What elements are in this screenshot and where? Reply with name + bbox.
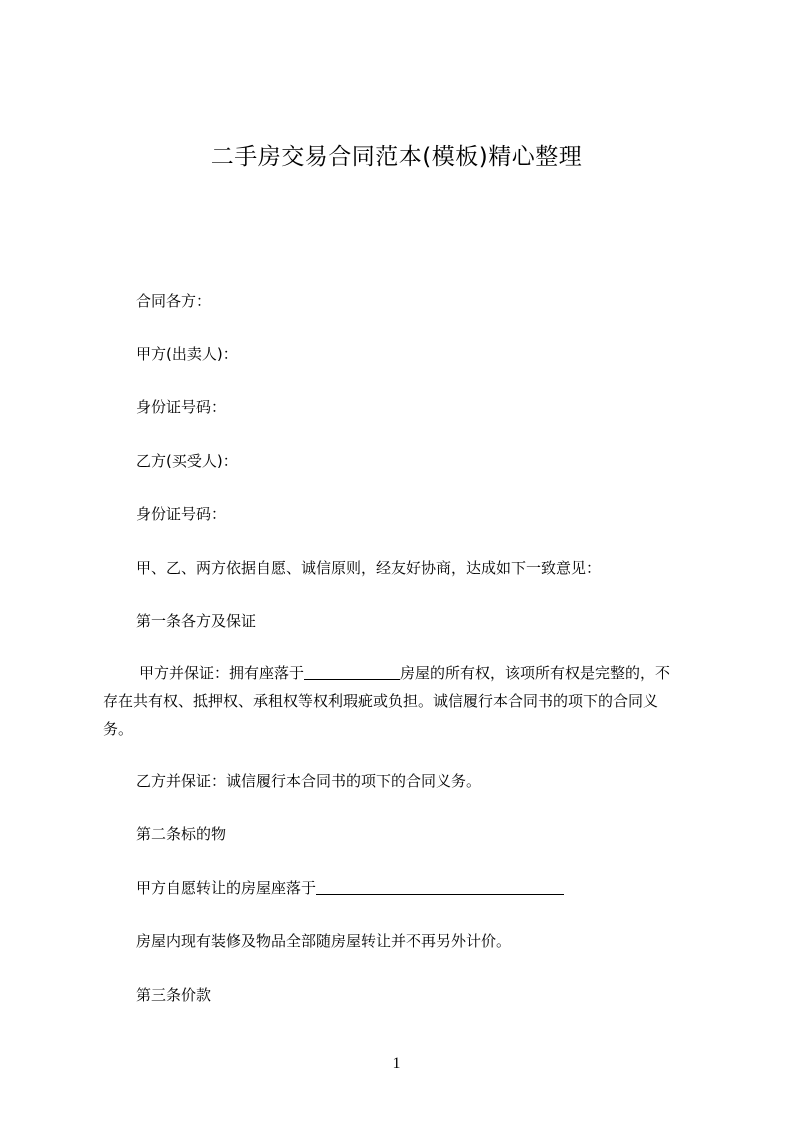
party-b-line: 乙方(买受人)：: [136, 452, 238, 470]
article-1-heading: 第一条各方及保证: [136, 612, 257, 630]
guarantee-text-part2: 房屋的所有权，该项所有权是完整的，不: [400, 664, 671, 682]
article-3-heading: 第三条价款: [136, 986, 212, 1004]
party-a-guarantee-paragraph: [103, 659, 703, 743]
party-a-id-line: 身份证号码：: [136, 398, 227, 416]
property-location-text: 甲方自愿转让的房屋座落于: [136, 879, 317, 897]
contract-parties-line: 合同各方：: [136, 292, 212, 310]
guarantee-text-line2: 存在共有权、抵押权、承租权等权利瑕疵或负担。诚信履行本合同书的项下的合同义: [103, 692, 659, 710]
party-a-line: 甲方(出卖人)：: [136, 345, 238, 363]
guarantee-text-part1: 甲方并保证：拥有座落于: [139, 664, 305, 682]
property-location-blank: [316, 880, 564, 895]
intro-line: 甲、乙、两方依据自愿、诚信原则，经友好协商，达成如下一致意见：: [136, 559, 602, 577]
party-b-id-line: 身份证号码：: [136, 505, 227, 523]
location-blank: [304, 665, 400, 680]
fixtures-line: 房屋内现有装修及物品全部随房屋转让并不再另外计价。: [136, 932, 512, 950]
guarantee-text-line3: 务。: [103, 720, 134, 738]
paragraph-first-line: [103, 659, 703, 687]
article-2-heading: 第二条标的物: [136, 825, 227, 843]
property-location-line: [136, 878, 564, 898]
document-title: 二手房交易合同范本(模板)精心整理: [210, 144, 583, 170]
page-number: 1: [392, 1055, 401, 1072]
party-b-guarantee-line: 乙方并保证：诚信履行本合同书的项下的合同义务。: [136, 772, 482, 790]
